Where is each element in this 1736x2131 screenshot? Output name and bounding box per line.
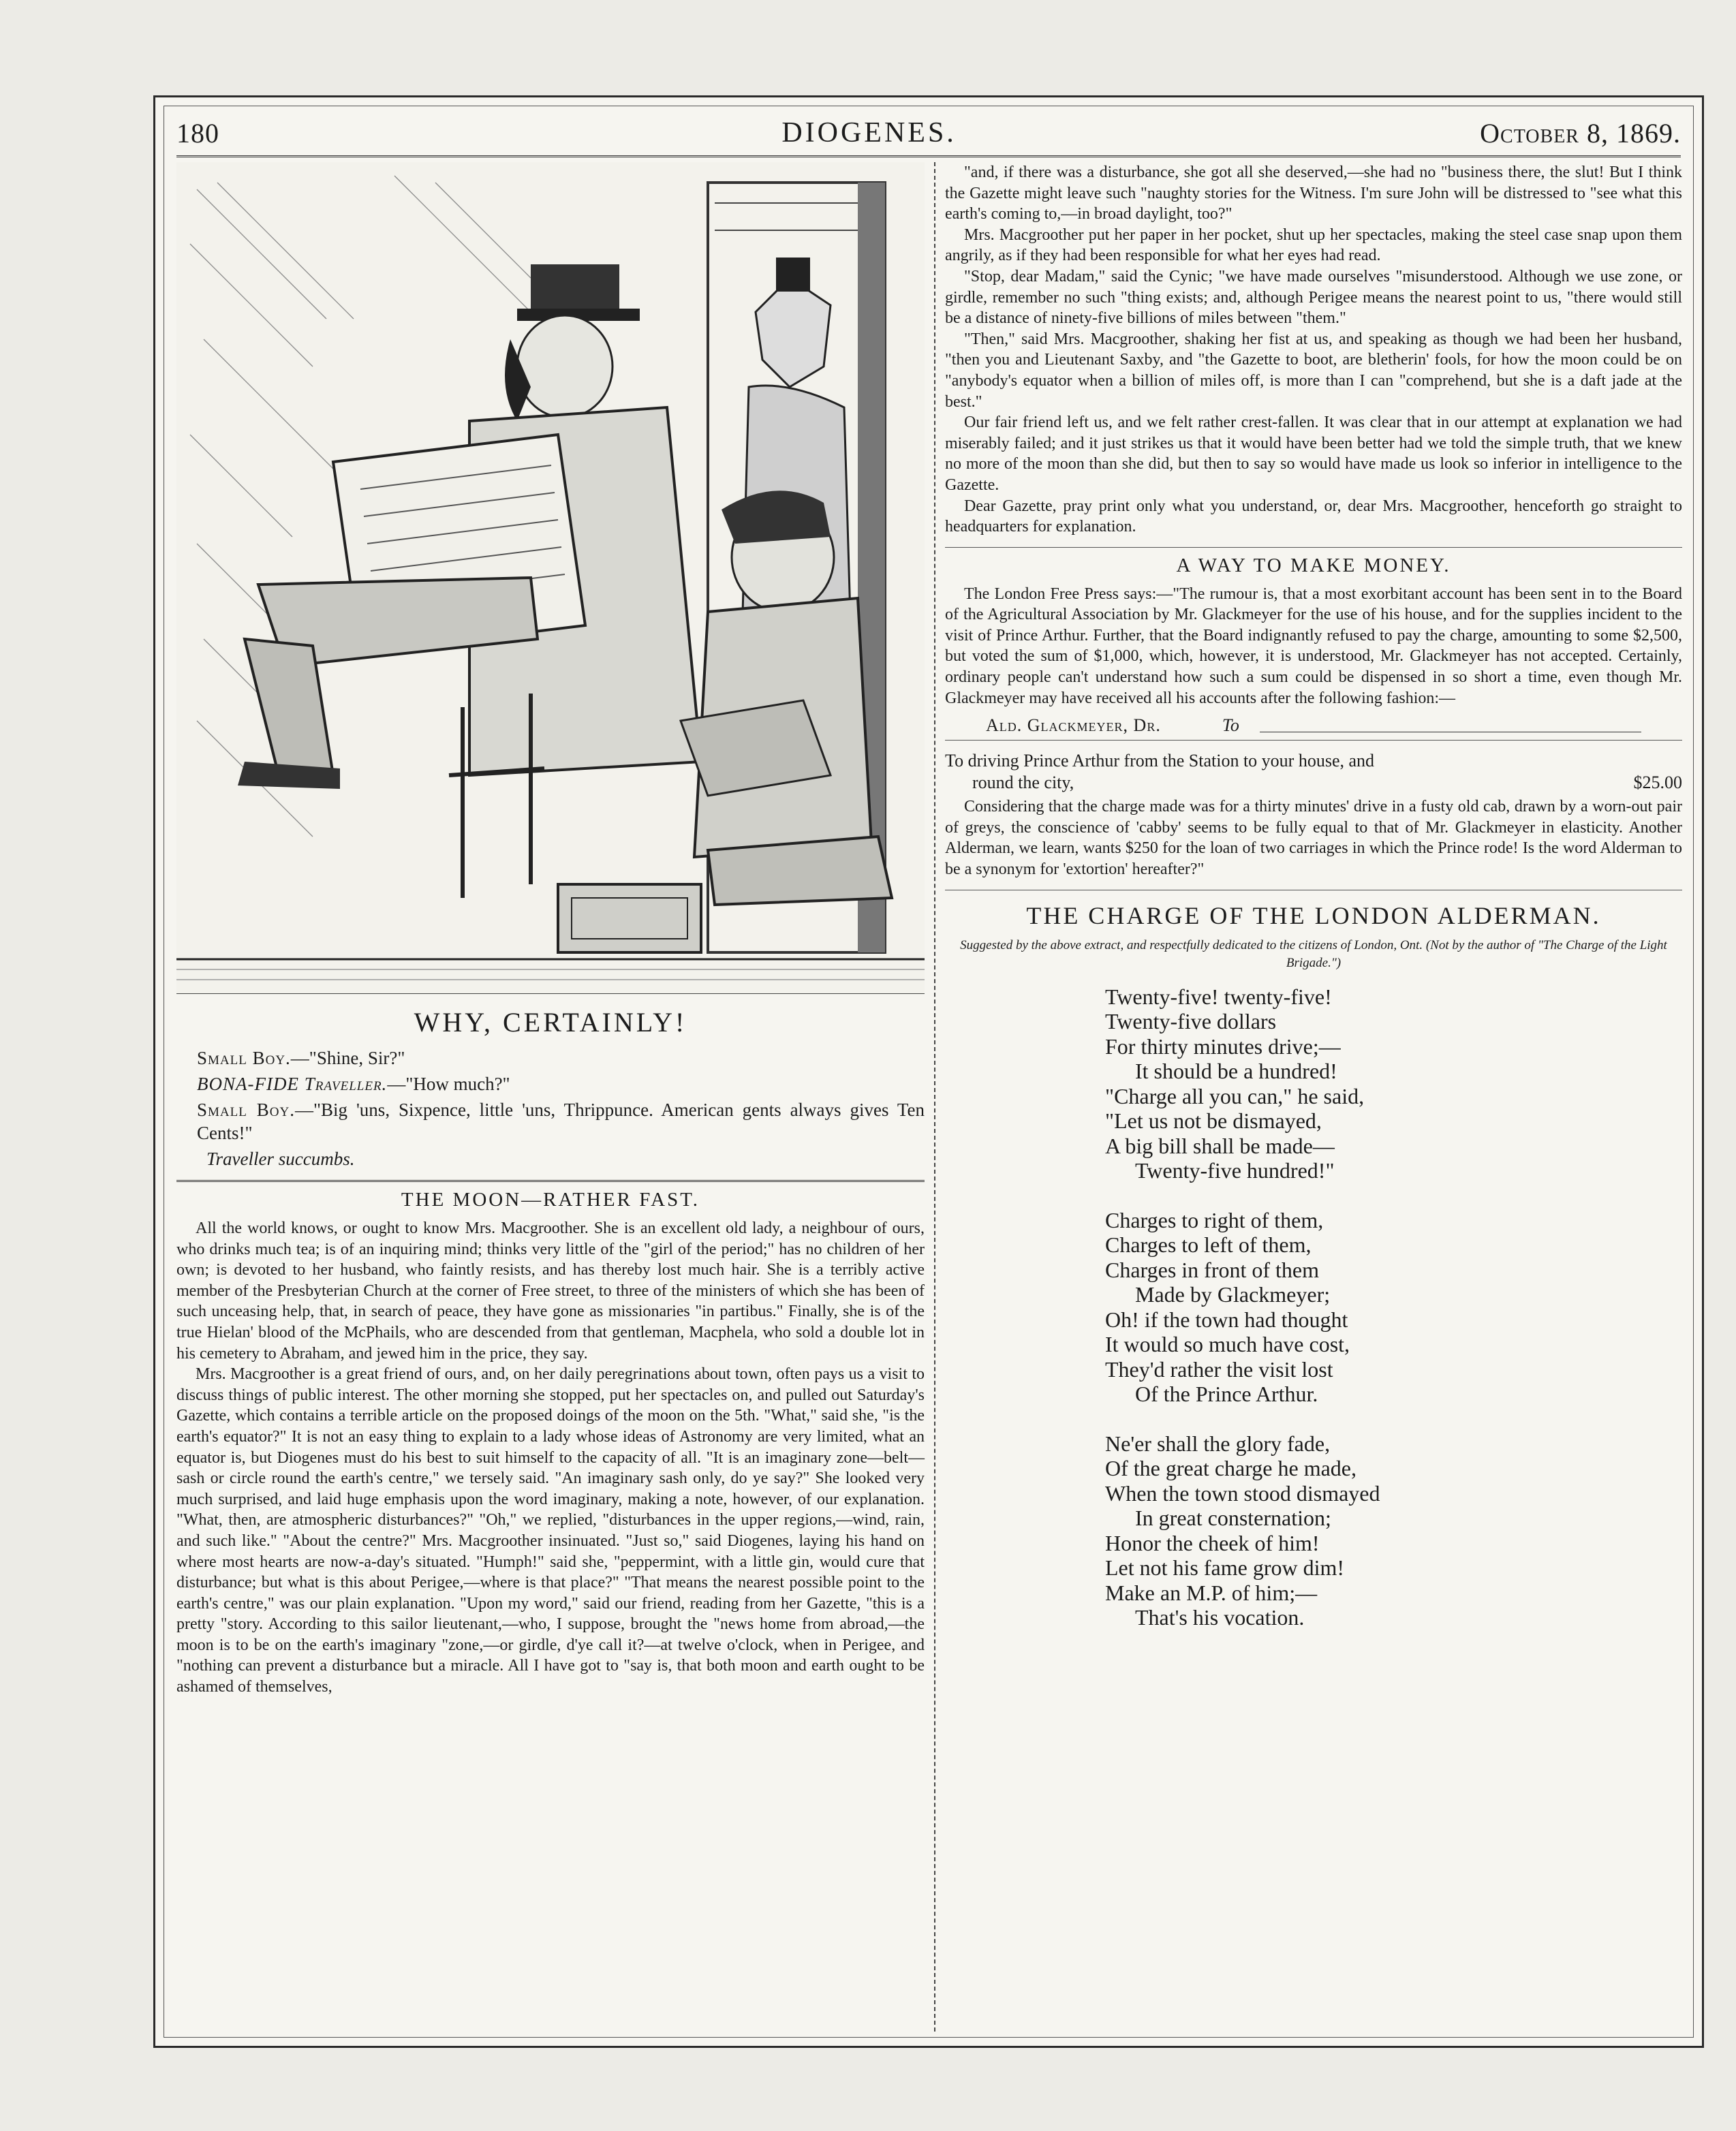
money-paragraph: Considering that the charge made was for a thirty minutes' drive in a fusty old cab, drawn by a worn-out pair of greys, the conscience of 'cabby' seems to be fully equal to that of Mr. Glackmeyer in elasticity. Another Alderman, we learn, wants $250 for the loan of two carriages in which the Prince rode! Is the word Alderman to be a synonym for 'extortion' hereafter?" <box>945 798 1682 879</box>
moon-paragraph: "and, if there was a disturbance, she got all she deserved,—she had no "business there, the slut! But I think the Gazette might leave such "naughty stories for the Witness. I'm sure John will be distressed to "see what this earth's coming to,—in broad daylight, too?" <box>945 164 1682 223</box>
newspaper-page <box>153 95 1704 2048</box>
dialogue-line-3 <box>197 1098 925 1145</box>
ledger-amount: $25.00 <box>1633 773 1682 793</box>
left-column <box>176 162 925 2030</box>
ledger-heading <box>986 715 1682 736</box>
poem-line: Ne'er shall the glory fade, <box>1105 1431 1331 1456</box>
column-divider <box>934 162 935 2032</box>
poem-line: Twenty-five hundred!" <box>1135 1158 1335 1183</box>
poem-line: Let not his fame grow dim! <box>1105 1555 1345 1581</box>
poem-title: THE CHARGE OF THE LONDON ALDERMAN. <box>1026 901 1601 929</box>
poem-line: A big bill shall be made— <box>1105 1133 1335 1158</box>
cartoon-caption-title: WHY, CERTAINLY! <box>414 1007 687 1038</box>
poem-line: That's his vocation. <box>1135 1605 1305 1630</box>
moon-paragraph: "Then," said Mrs. Macgroother, shaking her fist at us, and speaking as though we had been her husband, "then you and Lieutenant Saxby, and "the Gazette to boot, are bletherin' fools, for how the moon could be on "anybody's equator when a billion of miles off, is more than I can "comprehend, but she is a daft jade at the best." <box>945 330 1682 411</box>
cartoon-illustration <box>176 162 925 994</box>
moon-paragraph: All the world knows, or ought to know Mrs. Macgroother. She is an excellent old lady, a neighbour of ours, who drinks much tea; is of an inquiring mind; thinks very little of the "girl of the period;" has no children of her own; is devoted to her husband, who faintly resists, and has thereby lost much hair. She is a terribly active member of the Presbyterian Church at the corner of Free street, to three of the ministers of which she has been of such unceasing help, that, in search of peace, they have gone as missionaries "in partibus." Finally, she is of the true Hielan' blood of the McPhails, who are descended from that gentleman, Macphela, who sold a double lot in his cemetery to Abraham, and jewed him in the price, they say. <box>176 1219 925 1363</box>
issue-date: October 8, 1869. <box>1480 117 1681 149</box>
poem-line: Twenty-five dollars <box>1105 1009 1277 1034</box>
ledger-row <box>945 750 1682 772</box>
ledger-item-text: To driving Prince Arthur from the Station to your house, and <box>945 751 1375 771</box>
poem-stanza <box>1105 1431 1682 1630</box>
moon-article-title: THE MOON—RATHER FAST. <box>401 1189 700 1211</box>
poem-line: Oh! if the town had thought <box>1105 1307 1348 1332</box>
poem <box>1105 984 1682 1630</box>
ledger-entry <box>945 750 1682 794</box>
poem-line: Make an M.P. of him;— <box>1105 1580 1318 1605</box>
poem-line: It should be a hundred! <box>1135 1059 1337 1084</box>
moon-paragraph: Mrs. Macgroother put her paper in her pocket, shut up her spectacles, making the steel case snap upon them angrily, as if they had been responsible for what her eyes had read. <box>945 225 1682 265</box>
poem-line: When the town stood dismayed <box>1105 1480 1380 1506</box>
ledger-top-rule <box>945 740 1682 741</box>
ledger-debtor: Ald. Glackmeyer, Dr. <box>986 715 1161 736</box>
page-number: 180 <box>176 117 219 149</box>
poem-line: For thirty minutes drive;— <box>1105 1033 1341 1059</box>
right-column <box>945 162 1682 2030</box>
moon-paragraph: Mrs. Macgroother is a great friend of ours, and, on her daily peregrinations about town, often pays us a visit to discuss things of public interest. The other morning she stopped, put her spectacles on, and pulled out Saturday's Gazette, which contains a terrible article on the proposed doings of the moon on the 5th. "What," said she, "is the earth's equator?" It is not an easy thing to explain to a lady whose ideas of Astronomy are very limited, what an equator is, but Diogenes must do his best to suit himself to the capacity of all. "It is an imaginary zone—belt—sash or circle round the earth's centre," we tersely said. "An imaginary sash only, do ye say?" She looked very much surprised, and laid huge emphasis upon the word imaginary, making a note, however, of our explanation. "What, then, are atmospheric disturbances?" "Oh," we replied, "disturbances in the upper regions,—wind, rain, and such like." "About the centre?" Mrs. Macgroother insinuated. "Just so," said Diogenes, laying his hand on where most hearts are now-a-day's situated. "Humph!" said she, "peppermint, with a little gin, would cure that disturbance; but what is this about Perigee,—where is that place?" "That means the nearest possible point to the earth's centre," was our plain explanation. "Upon my word," said our friend, reading from her Gazette, "this is a pretty "story. According to this sailor lieutenant,—who, I suppose, brought the "news home from abroad,—the moon is to be on the earth's imaginary "zone,—or girdle, d'ye call it?—at twelve o'clock, when in Perigee, and "nothing can prevent a disturbance but a miracle. All I have got to "say is, that both moon and earth ought to be ashamed of themselves, <box>176 1365 925 1696</box>
speaker-traveller: BONA-FIDE Traveller. <box>197 1074 388 1094</box>
section-divider <box>945 547 1682 548</box>
poem-line: Made by Glackmeyer; <box>1135 1282 1331 1307</box>
poem-line: Of the Prince Arthur. <box>1135 1382 1318 1407</box>
poem-line: Charges in front of them <box>1105 1257 1320 1282</box>
money-article-after <box>945 796 1682 880</box>
ledger-row <box>945 772 1682 794</box>
speaker-small-boy: Small Boy. <box>197 1048 291 1068</box>
money-article-body <box>945 584 1682 709</box>
poem-line: Charges to left of them, <box>1105 1232 1312 1258</box>
poem-line: "Charge all you can," he said, <box>1105 1083 1365 1108</box>
poem-line: Twenty-five! twenty-five! <box>1105 984 1332 1009</box>
moon-paragraph: Our fair friend left us, and we felt rather crest-fallen. It was clear that in our attempt at explanation we had miserably failed; and it just strikes us that it would have been better had we told the simple truth, that we knew no more of the moon than she did, but then to say so would have made us look so inferior in intelligence to the Gazette. <box>945 414 1682 494</box>
masthead-title: DIOGENES. <box>781 117 957 149</box>
moon-article-continued <box>945 162 1682 538</box>
poem-line: Of the great charge he made, <box>1105 1456 1357 1481</box>
page-header <box>176 110 1681 157</box>
poem-line: It would so much have cost, <box>1105 1332 1350 1357</box>
moon-paragraph: Dear Gazette, pray print only what you understand, or, dear Mrs. Macgroother, henceforth go straight to headquarters for explanation. <box>945 497 1682 536</box>
page-frame <box>164 106 1694 2038</box>
ledger-item-text: round the city, <box>972 773 1074 793</box>
dialogue-text: —"How much?" <box>387 1074 510 1094</box>
moon-paragraph: "Stop, dear Madam," said the Cynic; "we have made ourselves "misunderstood. Although we use zone, or girdle, remember no such "thing exists; and, although Perigee means the nearest point to us, "there would still be a distance of ninety-five billions of miles between "them." <box>945 267 1682 328</box>
poem-line: Honor the cheek of him! <box>1105 1530 1320 1555</box>
dialogue-line-1 <box>197 1046 925 1070</box>
moon-article-body <box>176 1218 925 1698</box>
money-paragraph: The London Free Press says:—"The rumour is, that a most exorbitant account has been sent in to the Board of the Agricultural Association by Mr. Glackmeyer for the use of his house, and for the supplies incident to the visit of Prince Arthur. Further, that the Board indignantly refused to pay the charge, amounting to some $2,500, but voted the sum of $1,000, which, however, it is understood, Mr. Glackmeyer has not accepted. Certainly, ordinary people can't understand how such a sum could be dispensed in so short a time, even though Mr. Glackmeyer may have received all his accounts after the following fashion:— <box>945 585 1682 707</box>
poem-line: Charges to right of them, <box>1105 1207 1324 1232</box>
poem-stanza <box>1105 1208 1682 1407</box>
money-article-title: A WAY TO MAKE MONEY. <box>1176 554 1451 576</box>
cartoon-footnote: Traveller succumbs. <box>206 1149 355 1169</box>
speaker-small-boy: Small Boy. <box>197 1100 295 1120</box>
ledger-to: To <box>1222 715 1239 736</box>
dialogue-text: —"Big 'uns, Sixpence, little 'uns, Thrippunce. American gents always gives Ten Cents!" <box>197 1100 925 1143</box>
poem-line: In great consternation; <box>1135 1506 1331 1531</box>
poem-stanza <box>1105 984 1682 1183</box>
poem-line: They'd rather the visit lost <box>1105 1356 1333 1382</box>
ledger-rule <box>1260 719 1641 732</box>
cartoon-drawing <box>176 162 925 993</box>
poem-line: "Let us not be dismayed, <box>1105 1108 1322 1134</box>
dialogue-text: —"Shine, Sir?" <box>290 1048 405 1068</box>
section-divider <box>176 1180 925 1182</box>
poem-dedication: Suggested by the above extract, and respectfully dedicated to the citizens of London, Ont. (Not by the author of "The Charge of the Light Brigade.") <box>960 937 1667 970</box>
dialogue-line-2 <box>197 1072 925 1095</box>
cartoon-dialogue <box>176 1046 925 1170</box>
